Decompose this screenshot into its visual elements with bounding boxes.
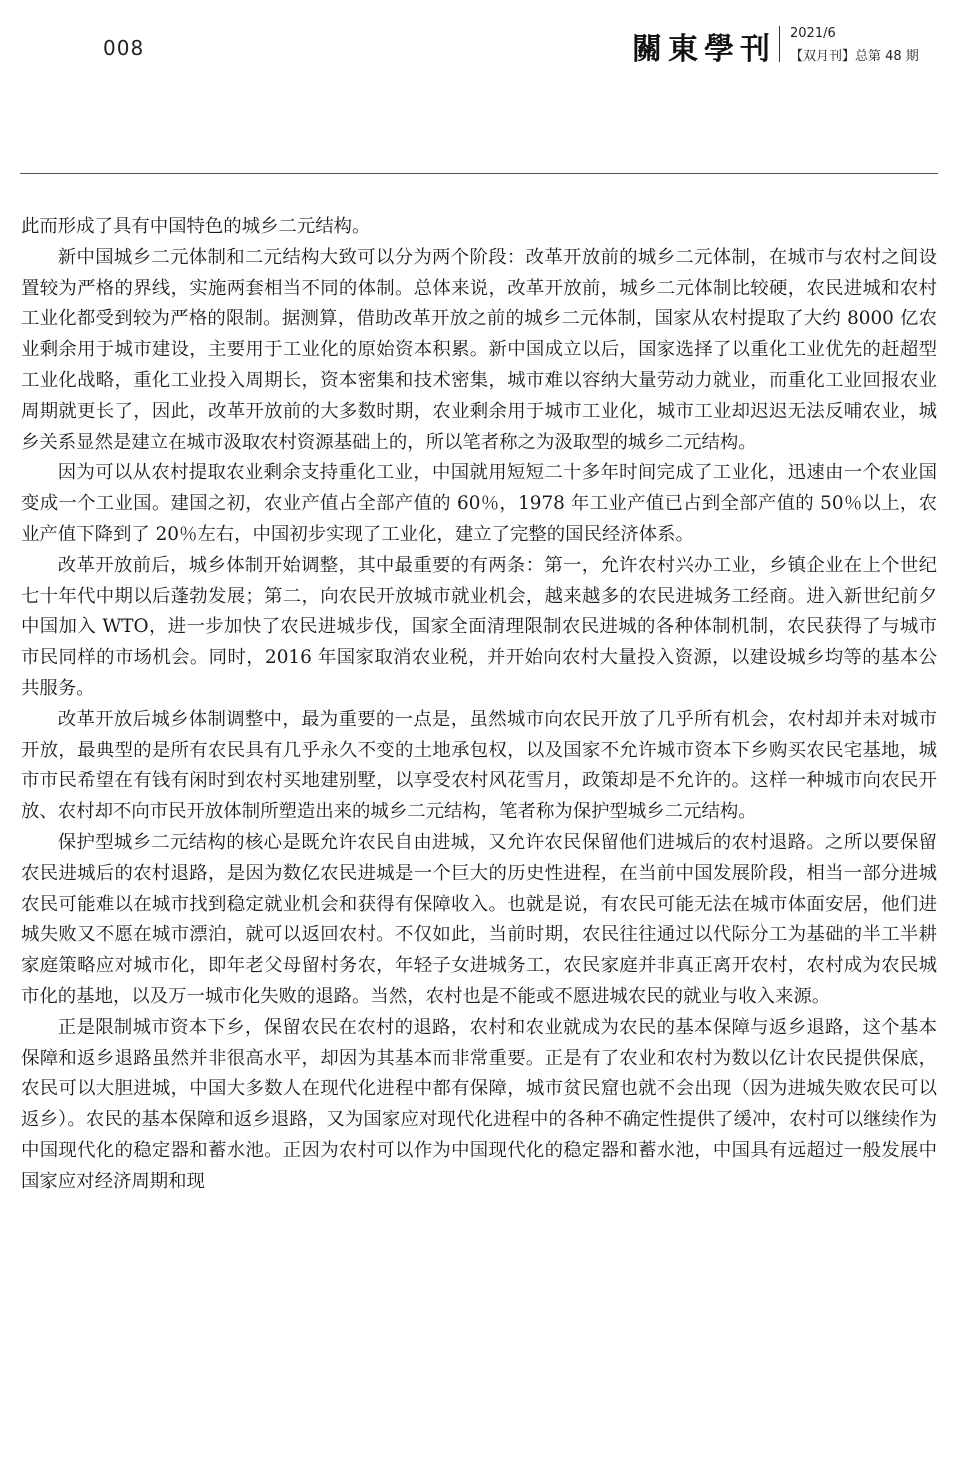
- header-divider: [779, 26, 780, 62]
- issue-info: 【双月刊】总第 48 期: [790, 49, 919, 64]
- paragraph: 改革开放后城乡体制调整中，最为重要的一点是，虽然城市向农民开放了几乎所有机会，农村却并未对城市开放，最典型的是所有农民具有几乎永久不变的土地承包权，以及国家不允许城市资本下乡购买农民宅基地，城市市民希望在有钱有闲时到农村买地建别墅，以享受农村风花雪月，政策却是不允许的。这样一种城市向农民开放、农村却不向市民开放体制所塑造出来的城乡二元结构，笔者称为保护型城乡二元结构。: [21, 708, 937, 823]
- paragraph: 保护型城乡二元结构的核心是既允许农民自由进城，又允许农民保留他们进城后的农村退路。之所以要保留农民进城后的农村退路，是因为数亿农民进城是一个巨大的历史性进程，在当前中国发展阶段，相当一部分进城农民可能难以在城市找到稳定就业机会和获得有保障收入。也就是说，有农民可能无法在城市体面安居，他们进城失败又不愿在城市漂泊，就可以返回农村。不仅如此，当前时期，农民往往通过以代际分工为基础的半工半耕家庭策略应对城市化，即年老父母留村务农，年轻子女进城务工，农民家庭并非真正离开农村，农村成为农民城市化的基地，以及万一城市化失败的退路。当然，农村也是不能或不愿进城农民的就业与收入来源。: [21, 831, 937, 1007]
- page-number: 008: [103, 36, 145, 60]
- issue-date: 2021/6: [790, 26, 836, 41]
- journal-title: 關東學刊: [632, 32, 776, 67]
- paragraph: 此而形成了具有中国特色的城乡二元结构。: [21, 216, 371, 237]
- paragraph: 改革开放前后，城乡体制开始调整，其中最重要的有两条：第一，允许农村兴办工业，乡镇企业在上个世纪七十年代中期以后蓬勃发展；第二，向农民开放城市就业机会，越来越多的农民进城务工经商。进入新世纪前夕中国加入 WTO，进一步加快了农民进城步伐，国家全面清理限制农民进城的各种体制机制，农民获得了与城市市民同样的市场机会。同时，2016 年国家取消农业税，并开始向农村大量投入资源，以建设城乡均等的基本公共服务。: [21, 554, 937, 699]
- article-body: [21, 212, 937, 1198]
- header-rule: [20, 173, 938, 174]
- paragraph: 新中国城乡二元体制和二元结构大致可以分为两个阶段：改革开放前的城乡二元体制，在城市与农村之间设置较为严格的界线，实施两套相当不同的体制。总体来说，改革开放前，城乡二元体制比较硬，农民进城和农村工业化都受到较为严格的限制。据测算，借助改革开放之前的城乡二元体制，国家从农村提取了大约 8000 亿农业剩余用于城市建设，主要用于工业化的原始资本积累。新中国成立以后，国家选择了以重化工业优先的赶超型工业化战略，重化工业投入周期长，资本密集和技术密集，城市难以容纳大量劳动力就业，而重化工业回报农业周期就更长了，因此，改革开放前的大多数时期，农业剩余用于城市工业化，城市工业却迟迟无法反哺农业，城乡关系显然是建立在城市汲取农村资源基础上的，所以笔者称之为汲取型的城乡二元结构。: [21, 246, 937, 453]
- paragraph: 正是限制城市资本下乡，保留农民在农村的退路，农村和农业就成为农民的基本保障与返乡退路，这个基本保障和返乡退路虽然并非很高水平，却因为其基本而非常重要。正是有了农业和农村为数以亿计农民提供保底，农民可以大胆进城，中国大多数人在现代化进程中都有保障，城市贫民窟也就不会出现（因为进城失败农民可以返乡）。农民的基本保障和返乡退路，又为国家应对现代化进程中的各种不确定性提供了缓冲，农村可以继续作为中国现代化的稳定器和蓄水池。正因为农村可以作为中国现代化的稳定器和蓄水池，中国具有远超过一般发展中国家应对经济周期和现: [21, 1016, 937, 1192]
- paragraph: 因为可以从农村提取农业剩余支持重化工业，中国就用短短二十多年时间完成了工业化，迅速由一个农业国变成一个工业国。建国之初，农业产值占全部产值的 60％，1978 年工业产值已占到全部产值的 50％以上，农业产值下降到了 20％左右，中国初步实现了工业化，建立了完整的国民经济体系。: [21, 462, 937, 545]
